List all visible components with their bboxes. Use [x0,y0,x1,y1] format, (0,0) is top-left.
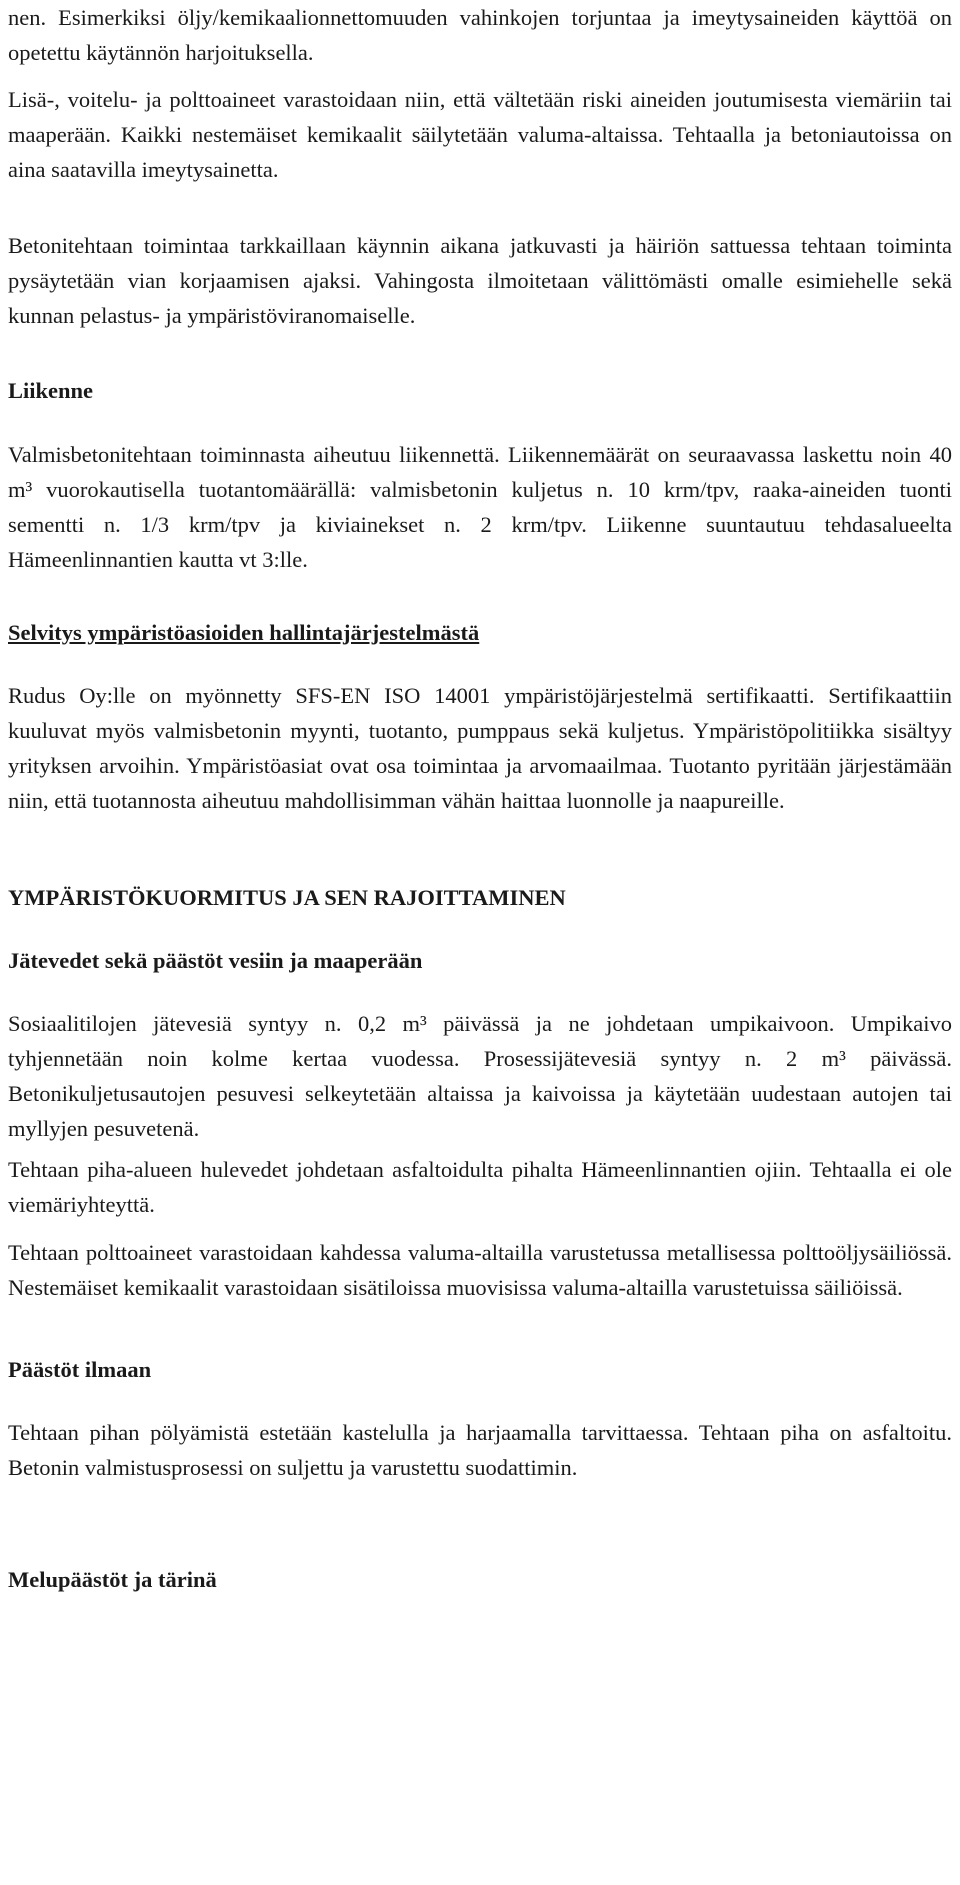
paragraph-fuel-tanks: Tehtaan polttoaineet varastoidaan kahdessa valuma-altailla varustetussa metallisessa polttoöljysäiliössä. Nestemäiset kemikaalit varastoidaan sisätiloissa muovisissa valuma-altailla varustetuissa säiliöissä. [8,1240,952,1300]
paragraph-plant-monitoring: Betonitehtaan toimintaa tarkkaillaan käynnin aikana jatkuvasti ja häiriön sattuessa tehtaan toiminta pysäytetään vian korjaamisen ajaksi. Vahingosta ilmoitetaan välittömästi omalle esimiehelle sekä kunnan pelastus- ja ympäristöviranomaiselle. [8,233,952,328]
heading-liikenne: Liikenne [8,378,94,403]
paragraph-stormwater: Tehtaan piha-alueen hulevedet johdetaan asfaltoidulta pihalta Hämeenlinnantien ojiin. Tehtaalla ei ole viemäriyhteyttä. [8,1157,952,1217]
paragraph-traffic: Valmisbetonitehtaan toiminnasta aiheutuu liikennettä. Liikennemäärät on seuraavassa laskettu noin 40 m³ vuorokautisella tuotantomäärällä: valmisbetonin kuljetus n. 10 krm/tpv, raaka-aineiden tuonti sementti n. 1/3 krm/tpv ja kiviainekset n. 2 krm/tpv. Liikenne suuntautuu tehdasalueelta Hämeenlinnantien kautta vt 3:lle. [8,442,952,572]
paragraph-fuel-storage: Lisä-, voitelu- ja polttoaineet varastoidaan niin, että vältetään riski aineiden joutumisesta viemäriin tai maaperään. Kaikki nestemäiset kemikaalit säilytetään valuma-altaissa. Tehtaalla ja betoniautoissa on aina saatavilla imeytysainetta. [8,87,952,182]
heading-environmental-management: Selvitys ympäristöasioiden hallintajärjestelmästä [8,620,480,645]
paragraph-dust-control: Tehtaan pihan pölyämistä estetään kastelulla ja harjaamalla tarvittaessa. Tehtaan piha on asfaltoitu. Betonin valmistusprosessi on suljettu ja varustettu suodattimin. [8,1420,952,1480]
heading-noise-vibration: Melupäästöt ja tärinä [8,1567,217,1592]
paragraph-oil-accident-training: nen. Esimerkiksi öljy/kemikaalionnettomuuden vahinkojen torjuntaa ja imeytysaineiden käyttöä on opetettu käytännön harjoituksella. [8,5,952,65]
paragraph-iso-certificate: Rudus Oy:lle on myönnetty SFS-EN ISO 14001 ympäristöjärjestelmä sertifikaatti. Sertifikaattiin kuuluvat myös valmisbetonin myynti, tuotanto, pumppaus sekä kuljetus. Ympäristöpolitiikka sisältyy yrityksen arvoihin. Ympäristöasiat ovat osa toimintaa ja arvomaailmaa. Tuotanto pyritään järjestämään niin, että tuotannosta aiheutuu mahdollisimman vähän haittaa luonnolle ja naapureille. [8,683,952,813]
heading-environmental-load: YMPÄRISTÖKUORMITUS JA SEN RAJOITTAMINEN [8,885,566,910]
heading-wastewater: Jätevedet sekä päästöt vesiin ja maaperään [8,948,423,973]
heading-air-emissions: Päästöt ilmaan [8,1357,152,1382]
paragraph-wastewater: Sosiaalitilojen jätevesiä syntyy n. 0,2 m³ päivässä ja ne johdetaan umpikaivoon. Umpikaivo tyhjennetään noin kolme kertaa vuodessa. Prosessijätevesiä syntyy n. 2 m³ päivässä. Betonikuljetusautojen pesuvesi selkeytetään altaissa ja kaivoissa ja käytetään uudestaan autojen tai myllyjen pesuvetenä. [8,1011,952,1141]
